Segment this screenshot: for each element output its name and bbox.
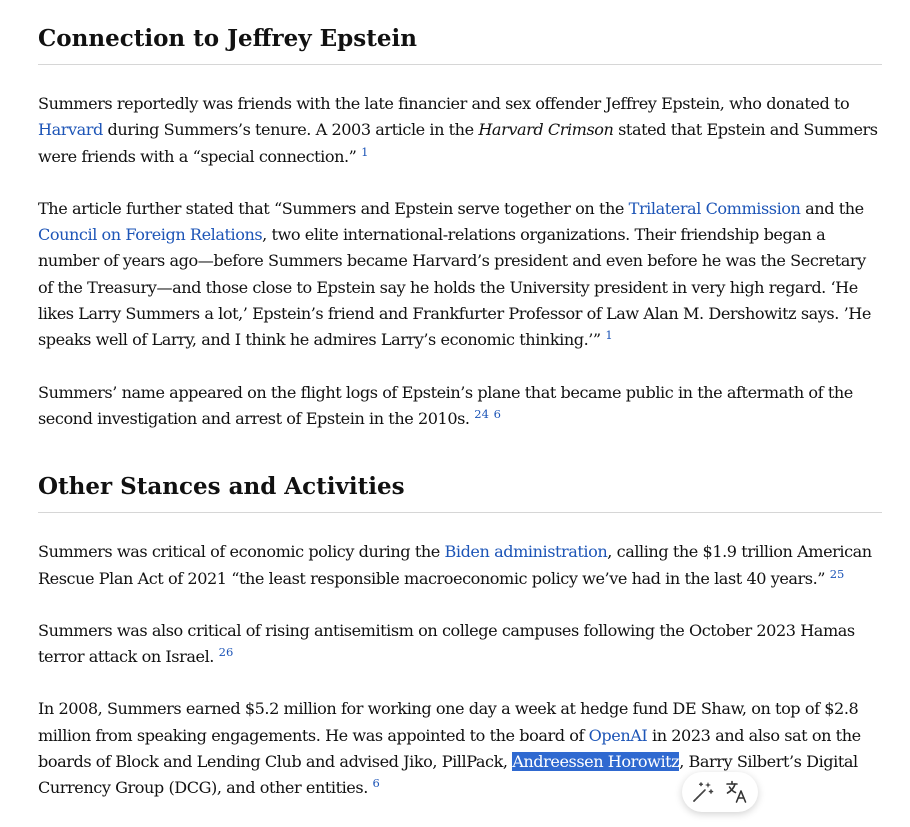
translate-button[interactable] (722, 777, 752, 807)
link-openai[interactable]: OpenAI (588, 725, 648, 745)
citation-ref[interactable]: 1 (361, 144, 369, 159)
citation-ref[interactable]: 6 (493, 406, 501, 421)
publication-title: Harvard Crimson (478, 120, 614, 140)
link-council-on-foreign-relations[interactable]: Council on Foreign Relations (38, 225, 263, 245)
paragraph-other-1: Summers was critical of economic policy during the Biden administration, calling the $1.9 trillion American Rescue Plan Act of 2021 “the least responsible macroeconomic policy we’ve had in the last 40 years.” $^{25}$ (38, 542, 872, 588)
selected-text[interactable]: Andreessen Horowitz (512, 752, 680, 772)
article (38, 0, 882, 802)
paragraph-other-2: Summers was also critical of rising antisemitism on college campuses following the October 2023 Hamas terror attack on Israel. $^{26}$ (38, 620, 855, 667)
magic-wand-icon (691, 780, 715, 804)
paragraph-epstein-3: Summers’ name appeared on the flight logs of Epstein’s plane that became public in the aftermath of the second investigation and arrest of Epstein in the 2010s. $^{24}$ $^6$ (38, 382, 853, 428)
citation-ref[interactable]: 24 (474, 406, 489, 421)
link-biden-administration[interactable]: Biden administration (444, 542, 608, 562)
citation-ref[interactable]: 6 (372, 776, 380, 791)
citation-ref[interactable]: 26 (218, 645, 234, 660)
link-harvard[interactable]: Harvard (38, 120, 103, 140)
link-trilateral-commission[interactable]: Trilateral Commission (628, 198, 801, 218)
paragraph-epstein-2: The article further stated that “Summers and Epstein serve together on the Trilateral Commission and the Council on Foreign Relations, two elite international-relations organizations. Their friendship began a number of years ago—before Summers became Harvard’s president and even before he was the Secretary of the Treasury—and those close to Epstein say he holds the University president in very high regard. ‘He likes Larry Summers a lot,’ Epstein’s friend and Frankfurter Professor of Law Alan M. Dershowitz says. ’He speaks well of Larry, and I think he admires Larry’s economic thinking.’” $^1$ (38, 198, 871, 350)
section-heading-epstein: Connection to Jeffrey Epstein (38, 24, 882, 65)
paragraph-other-3: In 2008, Summers earned $5.2 million for working one day a week at hedge fund DE Shaw, on top of $2.8 million from speaking engagements. He was appointed to the board of OpenAI in 2023 and also sat on the boards of Block and Lending Club and advised Jiko, PillPack, Andreessen Horowitz, Barry Silbert’s Digital Currency Group (DCG), and other entities. $^6$ (38, 699, 861, 798)
paragraph-epstein-1: Summers reportedly was friends with the late financier and sex offender Jeffrey Epstein, who donated to Harvard during Summers’s tenure. A 2003 article in the Harvard Crimson stated that Epstein and Summers were friends with a “special connection.” $^1$ (38, 94, 878, 166)
section-heading-other-stances: Other Stances and Activities (38, 472, 882, 513)
magic-wand-button[interactable] (688, 777, 718, 807)
selection-toolbar (682, 772, 758, 812)
translate-icon (724, 779, 750, 805)
citation-ref[interactable]: 1 (605, 328, 613, 343)
citation-ref[interactable]: 25 (829, 566, 845, 581)
